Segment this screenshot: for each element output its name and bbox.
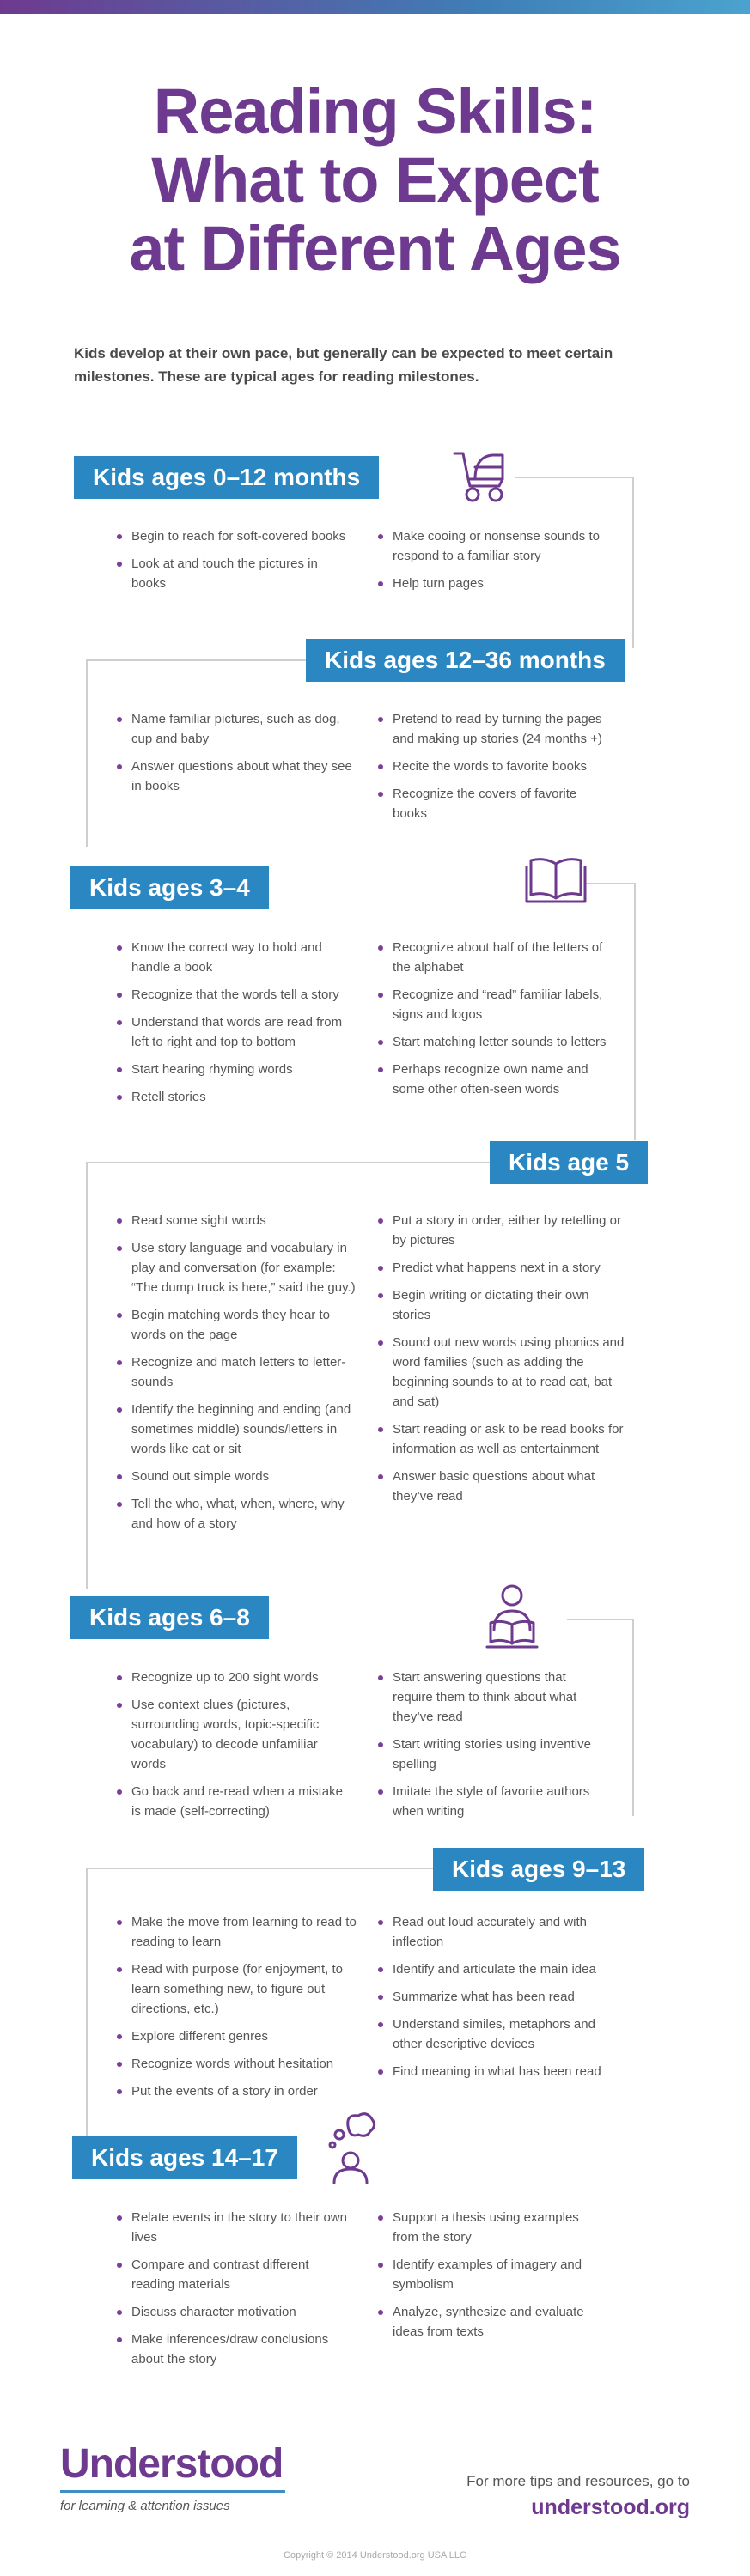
section-14-17-left-list <box>114 2208 355 2377</box>
connector-line <box>86 1162 490 1163</box>
list-item: Go back and re-read when a mistake is made (self-correcting) <box>114 1782 355 1821</box>
list-item: Recognize about half of the letters of the alphabet <box>375 938 607 977</box>
list-item: Recite the words to favorite books <box>375 756 607 776</box>
list-item: Make the move from learning to read to reading to learn <box>114 1912 359 1952</box>
logo-tagline: for learning & attention issues <box>60 2499 230 2513</box>
list-item: Answer questions about what they see in books <box>114 756 355 796</box>
section-6-8-right-list <box>375 1668 607 1829</box>
list-item: Summarize what has been read <box>375 1987 616 2007</box>
list-item: Sound out new words using phonics and word families (such as adding the beginning sounds to at to read cat, bat and sat) <box>375 1333 625 1412</box>
list-item: Start matching letter sounds to letters <box>375 1032 607 1052</box>
open-book-icon <box>524 855 588 907</box>
copyright-text: Copyright © 2014 Understood.org USA LLC <box>284 2550 466 2561</box>
section-heading-6-8: Kids ages 6–8 <box>70 1596 269 1639</box>
title-line-2: What to Expect <box>151 144 599 216</box>
list-item: Relate events in the story to their own lives <box>114 2208 355 2247</box>
title-line-3: at Different Ages <box>129 213 621 284</box>
list-item: Retell stories <box>114 1087 355 1107</box>
section-12-36-months-right-list <box>375 709 607 831</box>
intro-text: Kids develop at their own pace, but generally can be expected to meet certain milestones. These are typical ages for reading milestones. <box>74 345 613 385</box>
list-item: Start reading or ask to be read books for information as well as entertainment <box>375 1419 625 1459</box>
list-item: Analyze, synthesize and evaluate ideas from texts <box>375 2302 607 2342</box>
section-heading-age-5: Kids age 5 <box>490 1141 648 1184</box>
understood-logo[interactable]: Understood <box>60 2441 284 2487</box>
list-item: Identify the beginning and ending (and sometimes middle) sounds/letters in words like cat or sit <box>114 1400 363 1459</box>
list-item: Help turn pages <box>375 574 607 593</box>
connector-line <box>86 1162 88 1589</box>
section-age-5-left-list <box>114 1211 363 1541</box>
connector-line <box>86 659 306 661</box>
list-item: Name familiar pictures, such as dog, cup and baby <box>114 709 355 749</box>
list-item: Make cooing or nonsense sounds to respond to a familiar story <box>375 526 607 566</box>
list-item: Recognize the covers of favorite books <box>375 784 607 823</box>
list-item: Predict what happens next in a story <box>375 1258 625 1278</box>
title-line-1: Reading Skills: <box>153 76 597 147</box>
section-heading-14-17: Kids ages 14–17 <box>72 2136 297 2179</box>
connector-line <box>515 477 634 478</box>
reader-icon <box>484 1582 540 1650</box>
section-heading-12-36-months: Kids ages 12–36 months <box>306 639 625 682</box>
list-item: Tell the who, what, when, where, why and how of a story <box>114 1494 363 1534</box>
list-item: Read some sight words <box>114 1211 363 1230</box>
section-heading-3-4: Kids ages 3–4 <box>70 866 269 909</box>
list-item: Explore different genres <box>114 2026 359 2046</box>
section-3-4-left-list <box>114 938 355 1115</box>
list-item: Start writing stories using inventive spelling <box>375 1735 607 1774</box>
list-item: Read out loud accurately and with inflection <box>375 1912 616 1952</box>
connector-line <box>567 1619 634 1620</box>
list-item: Recognize words without hesitation <box>114 2054 359 2074</box>
section-9-13-right-list <box>375 1912 616 2089</box>
list-item: Use story language and vocabulary in play and conversation (for example: “The dump truck is here,” said the guy.) <box>114 1238 363 1297</box>
stroller-icon <box>451 448 511 505</box>
section-3-4-right-list <box>375 938 607 1107</box>
top-gradient-bar <box>0 0 750 14</box>
list-item: Identify examples of imagery and symbolism <box>375 2255 607 2294</box>
list-item: Put the events of a story in order <box>114 2081 359 2101</box>
connector-line <box>584 883 636 884</box>
logo-underline <box>60 2490 285 2493</box>
list-item: Recognize that the words tell a story <box>114 985 355 1005</box>
section-6-8-left-list <box>114 1668 355 1829</box>
list-item: Understand that words are read from left to right and top to bottom <box>114 1012 355 1052</box>
section-0-12-months-left-list <box>114 526 355 601</box>
list-item: Sound out simple words <box>114 1467 363 1486</box>
list-item: Recognize up to 200 sight words <box>114 1668 355 1687</box>
section-age-5-right-list <box>375 1211 625 1514</box>
list-item: Support a thesis using examples from the story <box>375 2208 607 2247</box>
connector-line <box>632 477 634 648</box>
section-14-17-right-list <box>375 2208 607 2349</box>
list-item: Identify and articulate the main idea <box>375 1959 616 1979</box>
list-item: Compare and contrast different reading materials <box>114 2255 355 2294</box>
thinking-icon <box>324 2111 377 2184</box>
section-heading-9-13: Kids ages 9–13 <box>433 1848 644 1891</box>
section-12-36-months-left-list <box>114 709 355 804</box>
list-item: Begin matching words they hear to words on the page <box>114 1305 363 1345</box>
connector-line <box>86 659 88 847</box>
list-item: Understand similes, metaphors and other descriptive devices <box>375 2014 616 2054</box>
list-item: Answer basic questions about what they’ve read <box>375 1467 625 1506</box>
list-item: Pretend to read by turning the pages and making up stories (24 months +) <box>375 709 607 749</box>
list-item: Start answering questions that require them to think about what they’ve read <box>375 1668 607 1727</box>
connector-line <box>86 1868 88 2136</box>
list-item: Discuss character motivation <box>114 2302 355 2322</box>
connector-line <box>86 1868 433 1869</box>
list-item: Look at and touch the pictures in books <box>114 554 355 593</box>
connector-line <box>632 1619 634 1816</box>
list-item: Know the correct way to hold and handle a book <box>114 938 355 977</box>
list-item: Start hearing rhyming words <box>114 1060 355 1079</box>
list-item: Make inferences/draw conclusions about the story <box>114 2330 355 2369</box>
section-0-12-months-right-list <box>375 526 607 601</box>
list-item: Recognize and match letters to letter-sounds <box>114 1352 363 1392</box>
list-item: Perhaps recognize own name and some other often-seen words <box>375 1060 607 1099</box>
page-title <box>0 77 750 283</box>
more-resources-text: For more tips and resources, go to <box>466 2473 690 2489</box>
list-item: Find meaning in what has been read <box>375 2062 616 2081</box>
connector-line <box>634 883 636 1140</box>
website-link[interactable]: understood.org <box>531 2495 690 2519</box>
list-item: Put a story in order, either by retelling or by pictures <box>375 1211 625 1250</box>
section-9-13-left-list <box>114 1912 359 2109</box>
section-heading-0-12-months: Kids ages 0–12 months <box>74 456 379 499</box>
list-item: Imitate the style of favorite authors when writing <box>375 1782 607 1821</box>
list-item: Recognize and “read” familiar labels, signs and logos <box>375 985 607 1024</box>
list-item: Begin to reach for soft-covered books <box>114 526 355 546</box>
list-item: Read with purpose (for enjoyment, to learn something new, to figure out directions, etc.) <box>114 1959 359 2019</box>
list-item: Begin writing or dictating their own stories <box>375 1285 625 1325</box>
list-item: Use context clues (pictures, surrounding words, topic-specific vocabulary) to decode unfamiliar words <box>114 1695 355 1774</box>
